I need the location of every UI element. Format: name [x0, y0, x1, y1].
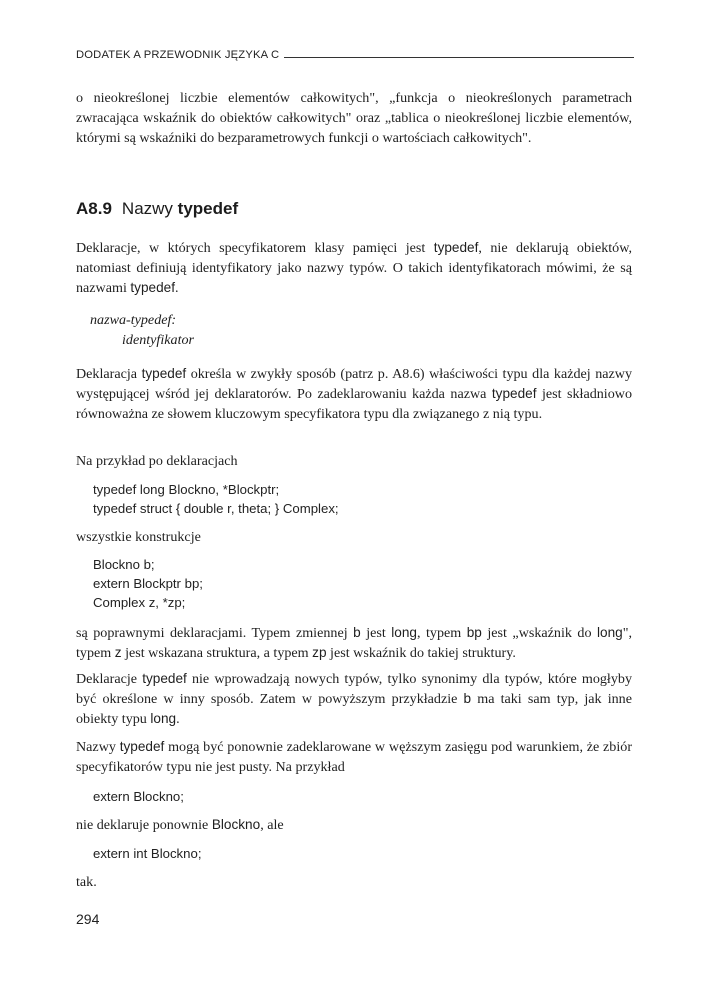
- keyword: long: [597, 625, 623, 640]
- paragraph-types: [76, 623, 632, 663]
- header-rule: [284, 57, 634, 58]
- keyword: typedef: [141, 366, 187, 381]
- paragraph-not-redeclare: [76, 815, 632, 835]
- section-number: A8.9: [76, 199, 112, 218]
- keyword: Blockno: [211, 817, 261, 832]
- section-title-keyword: typedef: [177, 199, 239, 218]
- code-block: [93, 844, 202, 863]
- code-line: Complex z, *zp;: [93, 595, 186, 610]
- syntax-name: nazwa-typedef:: [90, 312, 177, 328]
- code-line: extern int Blockno;: [93, 846, 202, 861]
- paragraph-text: Deklaracje, w których specyfikatorem klasy pamięci jest typedef, nie deklarują obiektów, natomiast definiują identyfikatory jako nazwy typów. O takich identyfikatorach mówimi, że są nazwami typedef.: [76, 240, 632, 297]
- keyword: typedef: [130, 280, 175, 296]
- section-title: Nazwy: [121, 199, 178, 218]
- paragraph-synonyms: [76, 669, 632, 730]
- paragraph-text: są poprawnymi deklaracjami. Typem zmiennej b jest long, typem bp jest „wskaźnik do long", typem z jest wskazana struktura, a typem zp jest wskaźnik do takiej struktury.: [76, 625, 632, 662]
- keyword: long: [150, 711, 177, 727]
- paragraph-text: Na przykład po deklaracjach: [76, 453, 238, 469]
- code-line: extern Blockptr bp;: [93, 576, 203, 591]
- keyword: typedef: [491, 386, 537, 402]
- paragraph-constructs: [76, 527, 632, 547]
- code-block: [93, 555, 203, 612]
- paragraph-semantics: [76, 364, 632, 425]
- keyword: zp: [312, 645, 327, 661]
- running-title: DODATEK A PRZEWODNIK JĘZYKA C: [76, 49, 280, 61]
- keyword: b: [463, 691, 472, 707]
- paragraph-text: tak.: [76, 874, 97, 890]
- paragraph-text: nie deklaruje ponownie Blockno, ale: [76, 817, 284, 833]
- keyword: typedef: [142, 671, 187, 686]
- keyword: z: [114, 645, 122, 661]
- paragraph-redeclaration: [76, 737, 632, 777]
- code-line: typedef long Blockno, *Blockptr;: [93, 482, 280, 497]
- section-heading: [76, 199, 238, 219]
- paragraph-text: Deklaracja typedef określa w zwykły sposób (patrz p. A8.6) właściwości typu dla każdej nazwy występującej wśród jej deklaratorów. Po zadeklarowaniu każda nazwa typedef jest składniowo równoważna ze słowem kluczowym specyfikatora typu dla związanego z nią typu.: [76, 366, 632, 423]
- paragraph-text: Nazwy typedef mogą być ponownie zadeklarowane w węższym zasięgu pod warunkiem, że zbiór specyfikatorów typu nie jest pusty. Na przykład: [76, 739, 633, 776]
- paragraph-intro: [76, 88, 632, 149]
- keyword: typedef: [433, 240, 479, 255]
- syntax-production: identyfikator: [122, 332, 195, 349]
- code-line: typedef struct { double r, theta; } Complex;: [93, 501, 339, 516]
- keyword: typedef: [119, 739, 165, 754]
- paragraph-text: Deklaracje typedef nie wprowadzają nowych typów, tylko synonimy dla typów, które mogłyby być określone w inny sposób. Zatem w powyższym przykładzie b ma taki sam typ, jak inne obiekty typu long.: [76, 671, 632, 728]
- keyword: long: [391, 625, 417, 640]
- code-line: extern Blockno;: [93, 789, 184, 804]
- paragraph-example-intro: [76, 451, 632, 471]
- paragraph-text: wszystkie konstrukcje: [76, 529, 201, 545]
- paragraph-text: o nieokreślonej liczbie elementów całkowitych", „funkcja o nieokreślonych parametrach zwracająca wskaźnik do obiektów całkowitych" oraz „tablica o nieokreślonej liczbie elementów, którymi są wskaźniki do bezparametrowych funkcji o wartościach całkowitych".: [76, 90, 632, 147]
- keyword: bp: [466, 625, 482, 640]
- code-line: Blockno b;: [93, 557, 155, 572]
- code-block: [93, 787, 184, 806]
- running-header: [76, 49, 634, 61]
- paragraph-conclusion: [76, 872, 632, 892]
- keyword: b: [353, 625, 361, 640]
- code-block: [93, 480, 339, 518]
- paragraph-definition: [76, 238, 632, 299]
- page-number: 294: [76, 911, 100, 927]
- syntax-rule: [90, 310, 194, 350]
